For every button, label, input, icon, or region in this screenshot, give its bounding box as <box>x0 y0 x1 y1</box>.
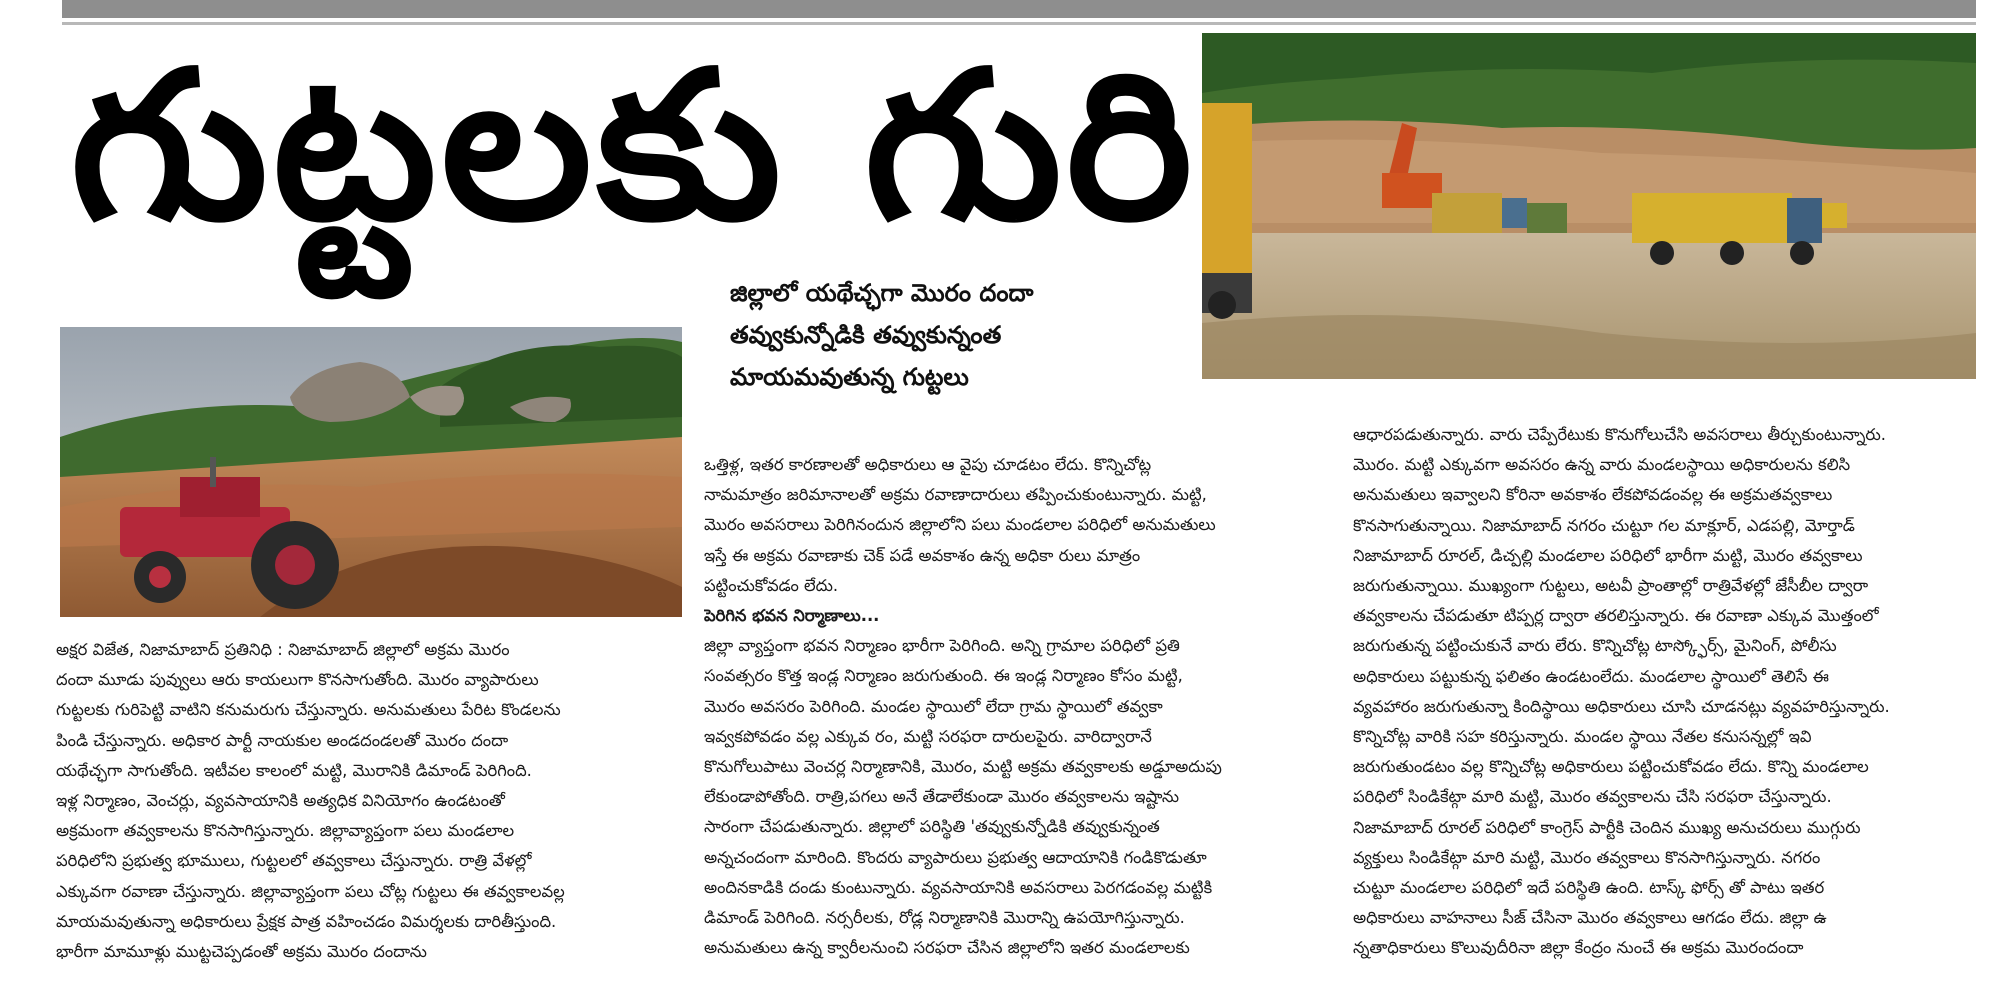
text-line: జరుగుతున్నాయి. ముఖ్యంగా గుట్టలు, అటవీ ప్రాంతాల్లో రాత్రివేళల్లో జేసీబీల ద్వారా <box>1353 576 1869 596</box>
text-line: కొన్నిచోట్ల వారికి సహ కరిస్తున్నారు. మండల స్థాయి నేతల కనుసన్నల్లో ఇవి <box>1353 727 1812 747</box>
text-line: అధికారులు వాహనాలు సీజ్ చేసినా మొరం తవ్వకాలు ఆగడం లేదు. జిల్లా ఉ <box>1353 908 1827 928</box>
text-line: న్నతాధికారులు కొలువుదీరినా జిల్లా కేంద్రం నుంచే ఈ అక్రమ మొరందందా <box>1353 938 1804 958</box>
text-line: అనుమతులు ఉన్న క్వారీలనుంచి సరఫరా చేసిన జిల్లాలోని ఇతర మండలాలకు <box>704 938 1190 958</box>
text-line: మొరం. మట్టి ఎక్కువగా అవసరం ఉన్న వారు మండలస్థాయి అధికారులను కలిసి <box>1353 455 1851 475</box>
text-line: వ్యక్తులు సిండికేట్గా మారి మట్టి, మొరం తవ్వకాలు కొనసాగిస్తున్నారు. నగరం <box>1353 847 1821 867</box>
subhead-line: జిల్లాలో యథేచ్ఛగా మొరం దందా <box>730 279 1034 307</box>
text-line: డిమాండ్ పెరిగింది. నర్సరీలకు, రోడ్ల నిర్మాణానికి మొరాన్ని ఉపయోగిస్తున్నారు. <box>704 908 1185 928</box>
subheads <box>730 272 1170 398</box>
text-line: సంవత్సరం కొత్త ఇండ్ల నిర్మాణం జరుగుతుంది. ఈ ఇండ్ల నిర్మాణం కోసం మట్టి, <box>704 666 1183 686</box>
quarry-with-excavator-and-trucks-photo <box>1202 33 1976 379</box>
article-column-1 <box>56 635 668 967</box>
text-line: ఇవ్వకపోవడం వల్ల ఎక్కువ రం, మట్టి సరఫరా దారులపైరు. వారిద్వారానే <box>704 726 1152 746</box>
text-line: కొనసాగుతున్నాయి. నిజామాబాద్ నగరం చుట్టూ గల మాక్లూర్, ఎడపల్లి, మోర్తాడ్ <box>1353 515 1855 535</box>
text-line: వ్యవహారం జరుగుతున్నా కిందిస్థాయి అధికారులు చూసి చూడనట్లు వ్యవహరిస్తున్నారు. <box>1353 696 1890 716</box>
text-line: తవ్వకాలను చేపడుతూ టిప్పర్ల ద్వారా తరలిస్తున్నారు. ఈ రవాణా ఎక్కువ మొత్తంలో <box>1353 606 1879 626</box>
text-line: ఇస్తే ఈ అక్రమ రవాణాకు చెక్ పడే అవకాశం ఉన్న అధికా రులు మాత్రం <box>704 545 1141 565</box>
text-line: జిల్లా వ్యాప్తంగా భవన నిర్మాణం భారీగా పెరిగింది. అన్ని గ్రామాల పరిధిలో ప్రతి <box>704 636 1180 656</box>
text-line: అక్రమంగా తవ్వకాలను కొనసాగిస్తున్నారు. జిల్లావ్యాప్తంగా పలు మండలాల <box>56 821 515 841</box>
text-line: ఎక్కువగా రవాణా చేస్తున్నారు. జిల్లావ్యాప్తంగా పలు చోట్ల గుట్టలు ఈ తవ్వకాలవల్ల <box>56 881 565 901</box>
text-line: నిజామాబాద్ రూరల్ పరిధిలో కాంగ్రెస్ పార్టీకి చెందిన ముఖ్య అనుచరులు ముగ్గురు <box>1353 817 1861 837</box>
text-line: ఆధారపడుతున్నారు. వారు చెప్పేరేటుకు కొనుగోలుచేసి అవసరాలు తీర్చుకుంటున్నారు. <box>1353 425 1886 444</box>
text-line: నిజామాబాద్ రూరల్, డిచ్పల్లి మండలాల పరిధిలో భారీగా మట్టి, మొరం తవ్వకాలు <box>1353 545 1863 565</box>
text-line: పిండి చేస్తున్నారు. అధికార పార్టీ నాయకుల అండదండలతో మొరం దందా <box>56 730 509 750</box>
text-line: అక్షర విజేత, నిజామాబాద్ ప్రతినిధి : నిజామాబాద్ జిల్లాలో అక్రమ మొరం <box>56 640 510 659</box>
subhead-line: తవ్వుకున్నోడికి తవ్వుకున్నంత <box>730 321 1002 349</box>
text-line: అందినకాడికి దండు కుంటున్నారు. వ్యవసాయానికి అవసరాలు పెరగడంవల్ల మట్టికి <box>704 877 1213 897</box>
text-line: సారంగా చేపడుతున్నారు. జిల్లాలో పరిస్థితి 'తవ్వుకున్నోడికి తవ్వుకున్నంత <box>704 817 1160 837</box>
text-line: జరుగుతుండటం వల్ల కొన్నిచోట్ల అధికారులు పట్టించుకోవడం లేదు. కొన్ని మండలాల <box>1353 757 1869 777</box>
top-rule-thin <box>62 22 1976 25</box>
subhead-line: మాయమవుతున్న గుట్టలు <box>730 363 969 391</box>
text-line: పరిధిలో సిండికేట్గా మారి మట్టి, మొరం తవ్వకాలను చేసి సరఫరా చేస్తున్నారు. <box>1353 787 1832 807</box>
headline: గుట్టలకు గురి <box>70 28 1197 266</box>
text-line: పరిధిలోని ప్రభుత్వ భూములు, గుట్టలలో తవ్వకాలు చేస్తున్నారు. రాత్రి వేళల్లో <box>56 851 532 871</box>
text-line: జరుగుతున్న పట్టించుకునే వారు లేరు. కొన్నిచోట్ల టాస్క్ఫోర్స్, మైనింగ్, పోలీసు <box>1353 636 1837 656</box>
text-line: గుట్టలకు గురిపెట్టి వాటిని కనుమరుగు చేస్తున్నారు. అనుమతులు పేరిట కొండలను <box>56 700 561 720</box>
text-line: మొరం అవసరం పెరిగింది. మండల స్థాయిలో లేదా గ్రామ స్థాయిలో తవ్వకా <box>704 696 1163 716</box>
text-line: కొనుగోలుపాటు వెంచర్ల నిర్మాణానికి, మొరం, మట్టి అక్రమ తవ్వకాలకు అడ్డూఅదుపు <box>704 757 1222 777</box>
quarry-with-red-tractor-photo <box>60 327 682 617</box>
text-line: దందా మూడు పువ్వులు ఆరు కాయలుగా కొనసాగుతోంది. మొరం వ్యాపారులు <box>56 670 539 690</box>
text-line: అధికారులు పట్టుకున్న ఫలితం ఉండటంలేదు. మండలాల స్థాయిలో తెలిసే ఈ <box>1353 666 1829 686</box>
text-line: అన్నచందంగా మారింది. కొందరు వ్యాపారులు ప్రభుత్వ ఆదాయానికి గండికొడుతూ <box>704 847 1207 867</box>
section-subheading: పెరిగిన భవన నిర్మాణాలు... <box>704 606 880 626</box>
top-rule <box>62 0 1976 18</box>
text-line: పట్టించుకోవడం లేదు. <box>704 575 839 595</box>
text-line: మొరం అవసరాలు పెరిగినందున జిల్లాలోని పలు మండలాల పరిధిలో అనుమతులు <box>704 515 1216 535</box>
text-line: లేకుండాపోతోంది. రాత్రి,పగలు అనే తేడాలేకుండా మొరం తవ్వకాలను ఇష్టాను <box>704 787 1180 807</box>
text-line: మాయమవుతున్నా అధికారులు ప్రేక్షక పాత్ర వహించడం విమర్శలకు దారితీస్తుంది. <box>56 911 557 931</box>
article-column-2 <box>704 450 1330 963</box>
text-line: అనుమతులు ఇవ్వాలని కోరినా అవకాశం లేకపోవడంవల్ల ఈ అక్రమతవ్వకాలు <box>1353 485 1833 505</box>
text-line: భారీగా మామూళ్లు ముట్టచెప్పడంతో అక్రమ మొరం దందాను <box>56 942 427 962</box>
text-line: యథేచ్ఛగా సాగుతోంది. ఇటీవల కాలంలో మట్టి, మొరానికి డిమాండ్ పెరిగింది. <box>56 760 532 780</box>
text-line: నామమాత్రం జరిమానాలతో అక్రమ రవాణాదారులు తప్పించుకుంటున్నారు. మట్టి, <box>704 485 1207 505</box>
text-line: ఒత్తిళ్ల, ఇతర కారణాలతో అధికారులు ఆ వైపు చూడటం లేదు. కొన్నిచోట్ల <box>704 455 1152 474</box>
article-column-3 <box>1353 420 1978 964</box>
text-line: ఇళ్ల నిర్మాణం, వెంచర్లు, వ్యవసాయానికి అత్యధిక వినియోగం ఉండటంతో <box>56 791 505 811</box>
text-line: చుట్టూ మండలాల పరిధిలో ఇదే పరిస్థితి ఉంది. టాస్క్ ఫోర్స్ తో పాటు ఇతర <box>1353 878 1825 898</box>
